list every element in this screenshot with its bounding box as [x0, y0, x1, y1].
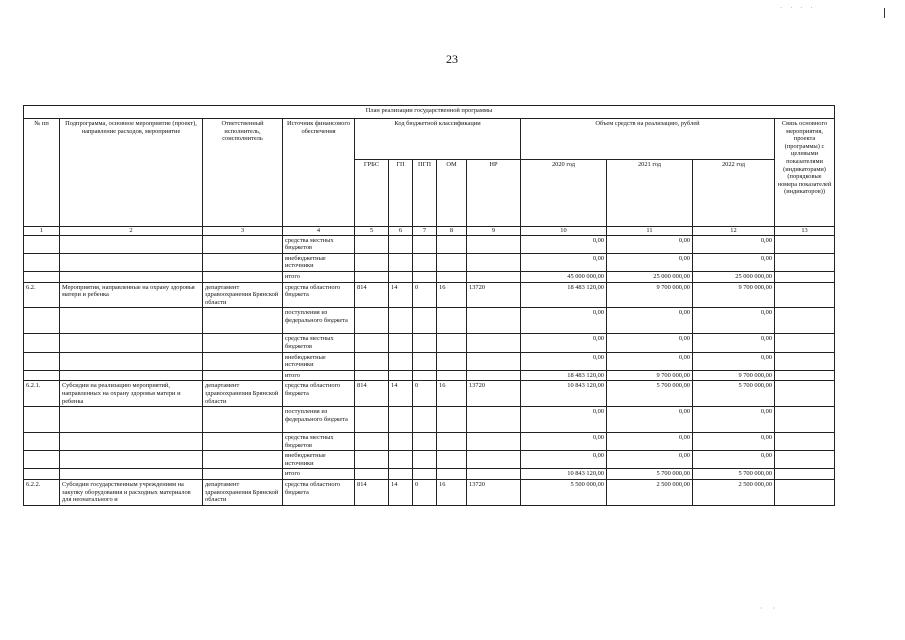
header-2020: 2020 год	[521, 160, 607, 227]
row-code-gp: 14	[389, 282, 413, 308]
table-row	[24, 253, 835, 271]
row-activity-name	[60, 469, 203, 480]
row-code-gp	[389, 407, 413, 433]
row-executor: департамент здравоохранения Брянской области	[203, 480, 283, 506]
column-number-row	[24, 227, 835, 236]
row-amount-2021: 5 700 000,00	[607, 381, 693, 407]
header-link: Связь основного мероприятия, проекта (программы) с целевыми показателями (индикаторами) (порядковые номера показателей (индикаторов))	[775, 119, 835, 227]
row-amount-2021: 2 500 000,00	[607, 480, 693, 506]
row-number: 6.2.	[24, 282, 60, 308]
header-2022: 2022 год	[693, 160, 775, 227]
row-code-pgp	[413, 334, 437, 352]
row-code-pgp: 0	[413, 480, 437, 506]
row-indicator-link	[775, 469, 835, 480]
row-code-om	[437, 308, 467, 334]
table-row	[24, 235, 835, 253]
row-funding-source: итого	[283, 370, 355, 381]
row-code-pgp	[413, 271, 437, 282]
row-code-np	[467, 308, 521, 334]
row-executor	[203, 271, 283, 282]
row-code-np	[467, 235, 521, 253]
row-number	[24, 370, 60, 381]
header-gp: ГП	[389, 160, 413, 227]
table-row	[24, 334, 835, 352]
table-row	[24, 352, 835, 370]
row-executor	[203, 407, 283, 433]
header-num: № пп	[24, 119, 60, 227]
row-indicator-link	[775, 253, 835, 271]
row-executor	[203, 370, 283, 381]
row-amount-2020: 0,00	[521, 407, 607, 433]
row-code-om: 16	[437, 282, 467, 308]
row-code-om: 16	[437, 480, 467, 506]
row-code-np	[467, 407, 521, 433]
header-grbs: ГРБС	[355, 160, 389, 227]
row-amount-2021: 0,00	[607, 308, 693, 334]
row-code-grbs	[355, 469, 389, 480]
row-activity-name: Субсидии на реализацию мероприятий, направленных на охрану здоровья матери и ребенка	[60, 381, 203, 407]
row-executor	[203, 253, 283, 271]
table-row	[24, 271, 835, 282]
row-code-grbs	[355, 235, 389, 253]
table-row	[24, 451, 835, 469]
row-activity-name	[60, 235, 203, 253]
row-amount-2021: 25 000 000,00	[607, 271, 693, 282]
row-code-np	[467, 370, 521, 381]
row-code-gp	[389, 308, 413, 334]
row-executor	[203, 235, 283, 253]
row-number: 6.2.1.	[24, 381, 60, 407]
page-number: 23	[446, 52, 458, 66]
row-activity-name	[60, 308, 203, 334]
row-activity-name: Мероприятия, направленные на охрану здоровья матери и ребенка	[60, 282, 203, 308]
row-funding-source: поступления из федерального бюджета	[283, 308, 355, 334]
row-code-grbs	[355, 253, 389, 271]
row-indicator-link	[775, 235, 835, 253]
row-indicator-link	[775, 381, 835, 407]
row-executor	[203, 334, 283, 352]
row-funding-source: итого	[283, 271, 355, 282]
row-code-om	[437, 271, 467, 282]
row-code-gp	[389, 469, 413, 480]
row-code-pgp	[413, 451, 437, 469]
row-activity-name	[60, 433, 203, 451]
row-code-np: 13720	[467, 381, 521, 407]
page-edge-mark	[884, 8, 885, 18]
row-funding-source: средства местных бюджетов	[283, 433, 355, 451]
table-row	[24, 308, 835, 334]
row-activity-name	[60, 370, 203, 381]
row-code-pgp	[413, 407, 437, 433]
row-code-pgp	[413, 433, 437, 451]
row-executor	[203, 469, 283, 480]
row-code-pgp	[413, 235, 437, 253]
row-number: 6.2.2.	[24, 480, 60, 506]
row-funding-source: средства областного бюджета	[283, 480, 355, 506]
row-amount-2021: 0,00	[607, 235, 693, 253]
row-code-gp	[389, 235, 413, 253]
column-number: 7	[413, 227, 437, 236]
row-number	[24, 253, 60, 271]
table-row	[24, 407, 835, 433]
row-number	[24, 469, 60, 480]
row-funding-source: внебюджетные источники	[283, 352, 355, 370]
header-subprogram: Подпрограмма, основное мероприятие (проект), направление расходов, мероприятие	[60, 119, 203, 227]
row-code-om	[437, 433, 467, 451]
row-amount-2021: 9 700 000,00	[607, 282, 693, 308]
row-amount-2021: 0,00	[607, 352, 693, 370]
column-number: 12	[693, 227, 775, 236]
row-code-gp	[389, 334, 413, 352]
row-amount-2022: 9 700 000,00	[693, 370, 775, 381]
row-amount-2021: 0,00	[607, 334, 693, 352]
row-code-grbs	[355, 451, 389, 469]
row-amount-2022: 0,00	[693, 253, 775, 271]
row-code-grbs	[355, 352, 389, 370]
row-amount-2021: 0,00	[607, 451, 693, 469]
column-number: 13	[775, 227, 835, 236]
row-executor	[203, 352, 283, 370]
row-code-gp	[389, 451, 413, 469]
row-indicator-link	[775, 370, 835, 381]
column-number: 5	[355, 227, 389, 236]
row-code-np	[467, 469, 521, 480]
row-activity-name	[60, 271, 203, 282]
row-funding-source: средства местных бюджетов	[283, 235, 355, 253]
row-code-np	[467, 451, 521, 469]
row-indicator-link	[775, 480, 835, 506]
row-executor: департамент здравоохранения Брянской области	[203, 381, 283, 407]
header-np: НР	[467, 160, 521, 227]
row-amount-2022: 9 700 000,00	[693, 282, 775, 308]
row-code-gp	[389, 370, 413, 381]
row-indicator-link	[775, 334, 835, 352]
row-code-gp	[389, 271, 413, 282]
row-amount-2022: 0,00	[693, 407, 775, 433]
row-amount-2021: 0,00	[607, 253, 693, 271]
row-activity-name: Субсидии государственным учреждениям на закупку оборудования и расходных материалов для неонатального и	[60, 480, 203, 506]
row-amount-2022: 2 500 000,00	[693, 480, 775, 506]
row-number	[24, 451, 60, 469]
row-amount-2022: 0,00	[693, 308, 775, 334]
row-executor	[203, 433, 283, 451]
row-code-gp	[389, 253, 413, 271]
row-code-om	[437, 469, 467, 480]
row-code-grbs	[355, 407, 389, 433]
row-code-np: 13720	[467, 480, 521, 506]
row-activity-name	[60, 451, 203, 469]
header-volume: Объем средств на реализацию, рублей	[521, 119, 775, 160]
row-amount-2020: 18 483 120,00	[521, 370, 607, 381]
row-code-np	[467, 334, 521, 352]
row-amount-2020: 0,00	[521, 352, 607, 370]
row-amount-2022: 0,00	[693, 334, 775, 352]
row-amount-2020: 0,00	[521, 433, 607, 451]
table-row	[24, 381, 835, 407]
scan-noise: · · · ·	[780, 4, 816, 12]
header-pgp: ПГП	[413, 160, 437, 227]
row-funding-source: средства местных бюджетов	[283, 334, 355, 352]
column-number: 10	[521, 227, 607, 236]
row-funding-source: внебюджетные источники	[283, 451, 355, 469]
row-amount-2022: 0,00	[693, 433, 775, 451]
row-amount-2020: 0,00	[521, 451, 607, 469]
row-amount-2020: 0,00	[521, 334, 607, 352]
row-number	[24, 235, 60, 253]
row-code-om	[437, 253, 467, 271]
row-code-np	[467, 352, 521, 370]
row-executor: департамент здравоохранения Брянской области	[203, 282, 283, 308]
column-number: 2	[60, 227, 203, 236]
row-number	[24, 271, 60, 282]
row-code-grbs: 814	[355, 381, 389, 407]
row-code-np	[467, 253, 521, 271]
row-activity-name	[60, 253, 203, 271]
row-amount-2021: 9 700 000,00	[607, 370, 693, 381]
row-amount-2022: 5 700 000,00	[693, 381, 775, 407]
row-code-om: 16	[437, 381, 467, 407]
column-number: 8	[437, 227, 467, 236]
row-amount-2021: 0,00	[607, 407, 693, 433]
program-plan-table	[23, 105, 835, 506]
row-code-om	[437, 352, 467, 370]
row-code-np	[467, 271, 521, 282]
row-indicator-link	[775, 271, 835, 282]
row-code-om	[437, 334, 467, 352]
row-funding-source: итого	[283, 469, 355, 480]
row-code-np: 13720	[467, 282, 521, 308]
row-code-om	[437, 370, 467, 381]
row-executor	[203, 308, 283, 334]
header-executor: Ответственный исполнитель, соисполнитель	[203, 119, 283, 227]
row-activity-name	[60, 352, 203, 370]
row-amount-2020: 45 000 000,00	[521, 271, 607, 282]
row-funding-source: внебюджетные источники	[283, 253, 355, 271]
header-2021: 2021 год	[607, 160, 693, 227]
column-number: 3	[203, 227, 283, 236]
row-amount-2020: 10 843 120,00	[521, 381, 607, 407]
row-code-pgp	[413, 370, 437, 381]
row-funding-source: поступления из федерального бюджета	[283, 407, 355, 433]
row-executor	[203, 451, 283, 469]
row-activity-name	[60, 407, 203, 433]
column-number: 4	[283, 227, 355, 236]
row-amount-2020: 0,00	[521, 235, 607, 253]
row-indicator-link	[775, 433, 835, 451]
row-amount-2020: 18 483 120,00	[521, 282, 607, 308]
row-code-grbs	[355, 334, 389, 352]
row-amount-2022: 0,00	[693, 451, 775, 469]
row-code-pgp	[413, 352, 437, 370]
table-row	[24, 370, 835, 381]
row-code-grbs	[355, 370, 389, 381]
row-code-gp	[389, 352, 413, 370]
table-row	[24, 433, 835, 451]
row-code-gp	[389, 433, 413, 451]
header-budget-code: Код бюджетной классификации	[355, 119, 521, 160]
table-row	[24, 480, 835, 506]
row-funding-source: средства областного бюджета	[283, 381, 355, 407]
row-amount-2022: 0,00	[693, 352, 775, 370]
row-code-np	[467, 433, 521, 451]
row-activity-name	[60, 334, 203, 352]
column-number: 11	[607, 227, 693, 236]
row-amount-2022: 0,00	[693, 235, 775, 253]
row-code-pgp: 0	[413, 381, 437, 407]
row-amount-2020: 0,00	[521, 308, 607, 334]
table-title: План реализации государственной программы	[24, 106, 835, 119]
row-amount-2022: 25 000 000,00	[693, 271, 775, 282]
header-om: ОМ	[437, 160, 467, 227]
column-number: 6	[389, 227, 413, 236]
row-code-om	[437, 235, 467, 253]
row-code-gp: 14	[389, 480, 413, 506]
header-sources: Источник финансового обеспечения	[283, 119, 355, 227]
row-code-grbs	[355, 433, 389, 451]
row-number	[24, 433, 60, 451]
row-code-pgp	[413, 253, 437, 271]
row-indicator-link	[775, 352, 835, 370]
row-indicator-link	[775, 451, 835, 469]
row-code-pgp: 0	[413, 282, 437, 308]
scan-noise-bottom: · ·	[760, 604, 780, 613]
row-code-grbs	[355, 271, 389, 282]
row-code-gp: 14	[389, 381, 413, 407]
table-row	[24, 282, 835, 308]
row-code-pgp	[413, 308, 437, 334]
row-amount-2022: 5 700 000,00	[693, 469, 775, 480]
row-number	[24, 407, 60, 433]
row-indicator-link	[775, 308, 835, 334]
row-code-grbs: 814	[355, 282, 389, 308]
row-number	[24, 308, 60, 334]
table-row	[24, 469, 835, 480]
row-amount-2021: 0,00	[607, 433, 693, 451]
column-number: 9	[467, 227, 521, 236]
column-number: 1	[24, 227, 60, 236]
row-amount-2020: 0,00	[521, 253, 607, 271]
row-indicator-link	[775, 407, 835, 433]
row-number	[24, 334, 60, 352]
row-funding-source: средства областного бюджета	[283, 282, 355, 308]
row-code-grbs	[355, 308, 389, 334]
row-code-pgp	[413, 469, 437, 480]
row-amount-2021: 5 700 000,00	[607, 469, 693, 480]
row-code-grbs: 814	[355, 480, 389, 506]
row-amount-2020: 10 843 120,00	[521, 469, 607, 480]
row-indicator-link	[775, 282, 835, 308]
row-number	[24, 352, 60, 370]
row-code-om	[437, 451, 467, 469]
row-amount-2020: 5 500 000,00	[521, 480, 607, 506]
row-code-om	[437, 407, 467, 433]
